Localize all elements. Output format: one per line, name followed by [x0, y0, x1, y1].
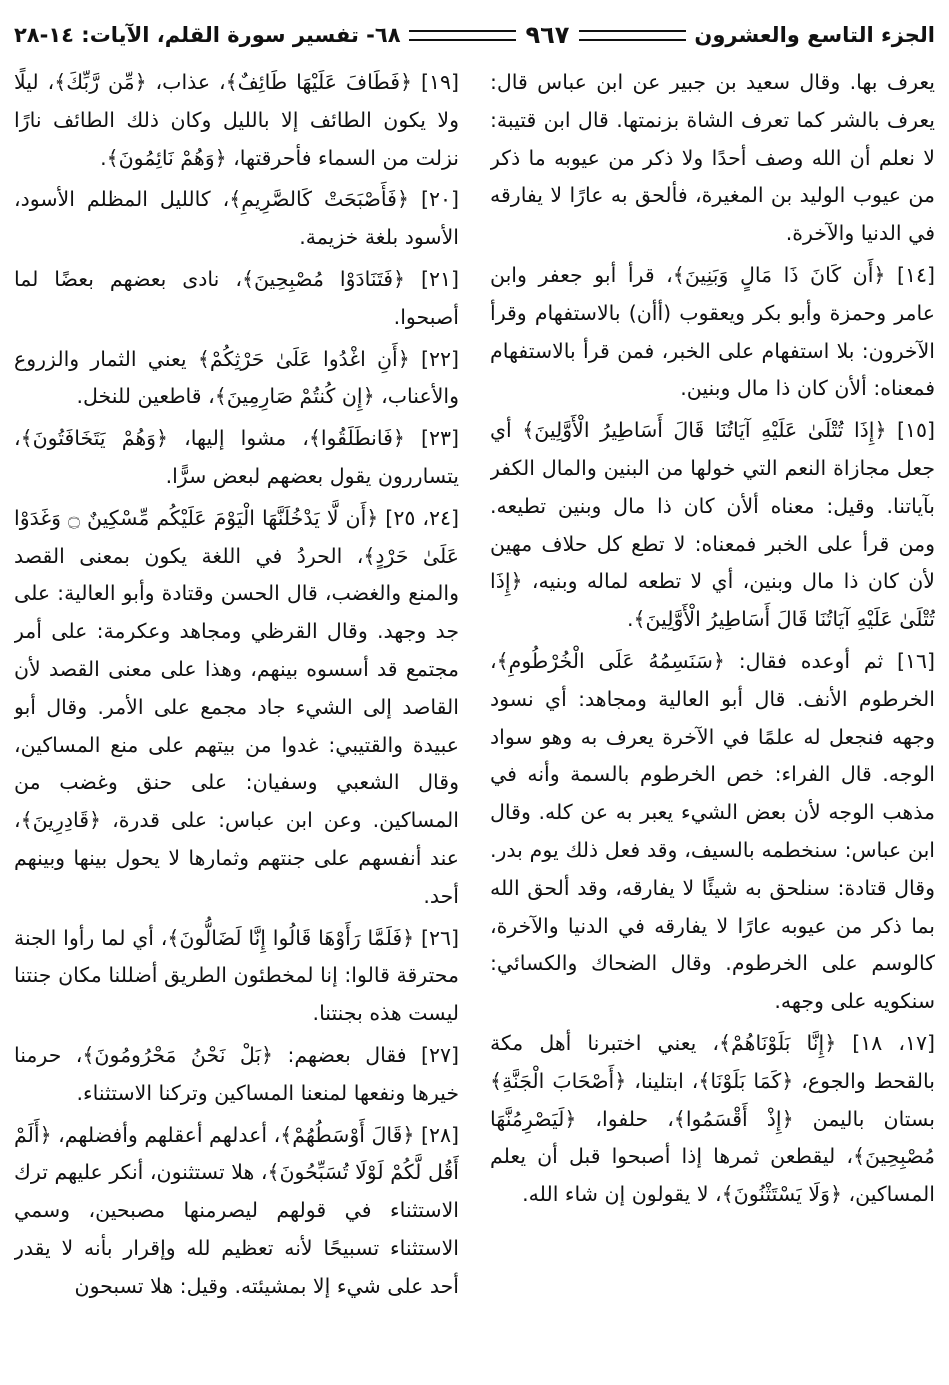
- header-rule-right: [579, 30, 686, 41]
- paragraph: [١٤] ﴿أَن كَانَ ذَا مَالٍ وَبَنِينَ﴾، قرأ أبو جعفر وابن عامر وحمزة وأبو بكر ويعقوب (أأن) بالاستفهام وقرأ الآخرون: بلا استفهام على الخبر، فمن قرأ بالاستفهام فمعناه: ألأن كان ذا مال وبنين.: [490, 262, 935, 401]
- surah-title: ٦٨- تفسير سورة القلم، الآيات: ١٤-٢٨: [14, 23, 401, 47]
- paragraph: [١٧، ١٨] ﴿إِنَّا بَلَوْنَاهُمْ﴾، يعني اختبرنا أهل مكة بالقحط والجوع، ﴿كَمَا بَلَوْنَا﴾، ابتلينا، ﴿أَصْحَابَ الْجَنَّةِ﴾ بستان باليمن ﴿إِذْ أَقْسَمُوا﴾، حلفوا، ﴿لَيَصْرِمُنَّهَا مُصْبِحِينَ﴾، ليقطعن ثمرها إذا أصبحوا قبل أن يعلم المساكين، ﴿وَلَا يَسْتَثْنُونَ﴾، لا يقولون إن شاء الله.: [490, 1030, 935, 1207]
- paragraph: [٢١] ﴿فَتَنَادَوْا مُصْبِحِينَ﴾، نادى بعضهم بعضًا لما أصبحوا.: [14, 266, 459, 329]
- paragraph: [١٦] ثم أوعده فقال: ﴿سَنَسِمُهُ عَلَى الْخُرْطُومِ﴾، الخرطوم الأنف. قال أبو العالية ومجاهد: أي نسود وجهه فنجعل له علمًا في الآخرة يعرف به وهو سواد الوجه. قال الفراء: خص الخرطوم بالسمة وأنه في مذهب الوجه لأن بعض الشيء يعبر به عن كله. وقال ابن عباس: سنخطمه بالسيف، وقد فعل ذلك يوم بدر. وقال قتادة: سنلحق به شيئًا لا يفارقه، وقد ألحق الله بما ذكر من عيوبه عارًا لا يفارقه في الدنيا والآخرة، كالوسم على الخرطوم. وقال الضحاك والكسائي: سنكويه على وجهه.: [490, 648, 935, 1014]
- part-title: الجزء التاسع والعشرون: [694, 23, 935, 47]
- paragraph: [٢٢] ﴿أَنِ اغْدُوا عَلَىٰ حَرْثِكُمْ﴾ يعني الثمار والزروع والأعناب، ﴿إِن كُنتُمْ صَارِمِينَ﴾، قاطعين للنخل.: [14, 346, 459, 409]
- header-rule-left: [409, 30, 516, 41]
- paragraph: [٢٨] ﴿قَالَ أَوْسَطُهُمْ﴾، أعدلهم أعقلهم وأفضلهم، ﴿أَلَمْ أَقُل لَّكُمْ لَوْلَا تُسَبِّحُونَ﴾، هلا تستثنون، أنكر عليهم ترك الاستثناء في قولهم ليصرمنها مصبحين، وسمي الاستثناء تسبيحًا لأنه تعظيم لله وإقرار بأنه لا يقدر أحد على شيء إلا بمشيئته. وقيل: هلا تسبحون: [14, 1122, 459, 1298]
- paragraph: [٢٧] فقال بعضهم: ﴿بَلْ نَحْنُ مَحْرُومُونَ﴾، حرمنا خيرها ونفعها لمنعنا المساكين وتركنا الاستثناء.: [14, 1042, 459, 1105]
- paragraph: [٢٠] ﴿فَأَصْبَحَتْ كَالصَّرِيمِ﴾، كالليل المظلم الأسود، الأسود بلغة خزيمة.: [14, 187, 459, 250]
- paragraph: يعرف بها. وقال سعيد بن جبير عن ابن عباس قال: يعرف بالشر كما تعرف الشاة بزنمتها. قال ابن قتيبة: لا نعلم أن الله وصف أحدًا ولا ذكر من عيوبه ما ذكر من عيوب الوليد بن المغيرة، فألحق به عارًا لا يفارقه في الدنيا والآخرة.: [490, 70, 935, 246]
- paragraph: [١٩] ﴿فَطَافَ عَلَيْهَا طَائِفٌ﴾، عذاب، ﴿مِّن رَّبِّكَ﴾، ليلًا ولا يكون الطائف إلا بالليل وكان ذلك الطائف نارًا نزلت من السماء فأحرقتها، ﴿وَهُمْ نَائِمُونَ﴾.: [14, 70, 459, 170]
- text-columns: [14, 64, 935, 1364]
- running-header: [14, 14, 935, 56]
- paragraph: [٢٦] ﴿فَلَمَّا رَأَوْهَا قَالُوا إِنَّا لَضَالُّونَ﴾، أي لما رأوا الجنة محترقة قالوا: إنا لمخطئون الطريق أضللنا مكان جنتنا ليست هذه بجنتنا.: [14, 925, 459, 1026]
- paragraph: [٢٤، ٢٥] ﴿أَن لَّا يَدْخُلَنَّهَا الْيَوْمَ عَلَيْكُم مِّسْكِينٌ ۝ وَغَدَوْا عَلَىٰ حَرْدٍ﴾، الحردُ في اللغة يكون بمعنى القصد والمنع والغضب، قال الحسن وقتادة وأبو العالية: على جد وجهد. وقال القرظي ومجاهد وعكرمة: على أمر مجتمع قد أسسوه بينهم، وهذا على معنى القصد لأن القاصد إلى الشيء جاد مجمع على الأمر. وقال أبو عبيدة والقتيبي: غدوا من بيتهم على منع المساكين، وقال الشعبي وسفيان: على حنق وغضب من المساكين. وعن ابن عباس: على قدرة، ﴿قَادِرِينَ﴾، عند أنفسهم على جنتهم وثمارها لا يحول بينها وبينهم أحد.: [14, 505, 459, 908]
- right-column: [490, 64, 935, 1364]
- left-column: [14, 64, 459, 1364]
- page-number: ٩٦٧: [525, 21, 570, 49]
- paragraph: [٢٣] ﴿فَانطَلَقُوا﴾، مشوا إليها، ﴿وَهُمْ يَتَخَافَتُونَ﴾، يتساررون يقول بعضهم لبعض سرًّا.: [14, 426, 459, 488]
- paragraph: [١٥] ﴿إِذَا تُتْلَىٰ عَلَيْهِ آيَاتُنَا قَالَ أَسَاطِيرُ الْأَوَّلِينَ﴾ أي جعل مجازاة النعم التي خولها من البنين والمال الكفر بآياتنا. وقيل: معناه ألأن كان ذا مال وبنين تطيعه. ومن قرأ على الخبر فمعناه: لا تطع كل حلاف مهين لأن كان ذا مال وبنين، أي لا تطعه لماله وبنيه، ﴿إِذَا تُتْلَىٰ عَلَيْهِ آيَاتُنَا قَالَ أَسَاطِيرُ الْأَوَّلِينَ﴾.: [490, 418, 935, 632]
